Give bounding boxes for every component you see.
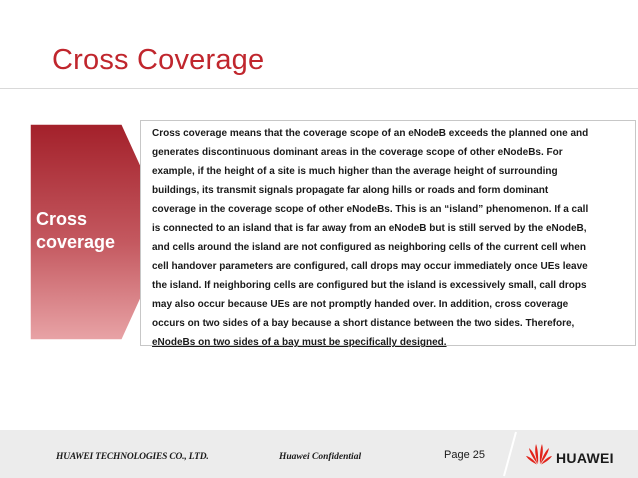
page-number: Page 25: [444, 449, 485, 461]
side-label-line-2: coverage: [36, 232, 116, 252]
logo-text: HUAWEI: [556, 450, 614, 466]
body-text: [152, 124, 630, 352]
footer-confidential: Huawei Confidential: [279, 452, 362, 462]
side-label-line-1: Cross: [36, 209, 88, 229]
body-line: cell handover parameters are configured, call drops may occur immediately once UEs leave: [152, 261, 588, 272]
body-line: occurs on two sides of a bay because a short distance between the two sides. Therefore,: [152, 318, 575, 329]
body-line: example, if the height of a site is much higher than the average height of surrounding: [152, 166, 558, 177]
body-line: may also occur because UEs are not promptly handed over. In addition, cross coverage: [152, 299, 569, 310]
huawei-logo-icon: [525, 442, 553, 466]
body-line: and cells around the island are not configured as neighboring cells of the current cell when: [152, 242, 586, 253]
footer-divider: [500, 430, 520, 478]
slide-title: Cross Coverage: [52, 44, 265, 76]
body-line: buildings, its transmit signals propagate far along hills or roads and form dominant: [152, 185, 549, 196]
side-label: [36, 208, 115, 254]
body-line: the island. If neighboring cells are configured but the island is excessively small, call drops: [152, 280, 587, 291]
footer-company: HUAWEI TECHNOLOGIES CO., LTD.: [56, 452, 209, 462]
body-line: eNodeBs on two sides of a bay must be specifically designed.: [152, 337, 447, 348]
title-divider: [0, 88, 638, 89]
body-line: generates discontinuous dominant areas in the coverage scope of other eNodeBs. For: [152, 147, 563, 158]
body-line: coverage in the coverage scope of other eNodeBs. This is an “island” phenomenon. If a call: [152, 204, 589, 215]
body-line: Cross coverage means that the coverage scope of an eNodeB exceeds the planned one and: [152, 128, 589, 139]
body-line: is connected to an island that is far away from an eNodeB but is still served by the eNodeB,: [152, 223, 587, 234]
